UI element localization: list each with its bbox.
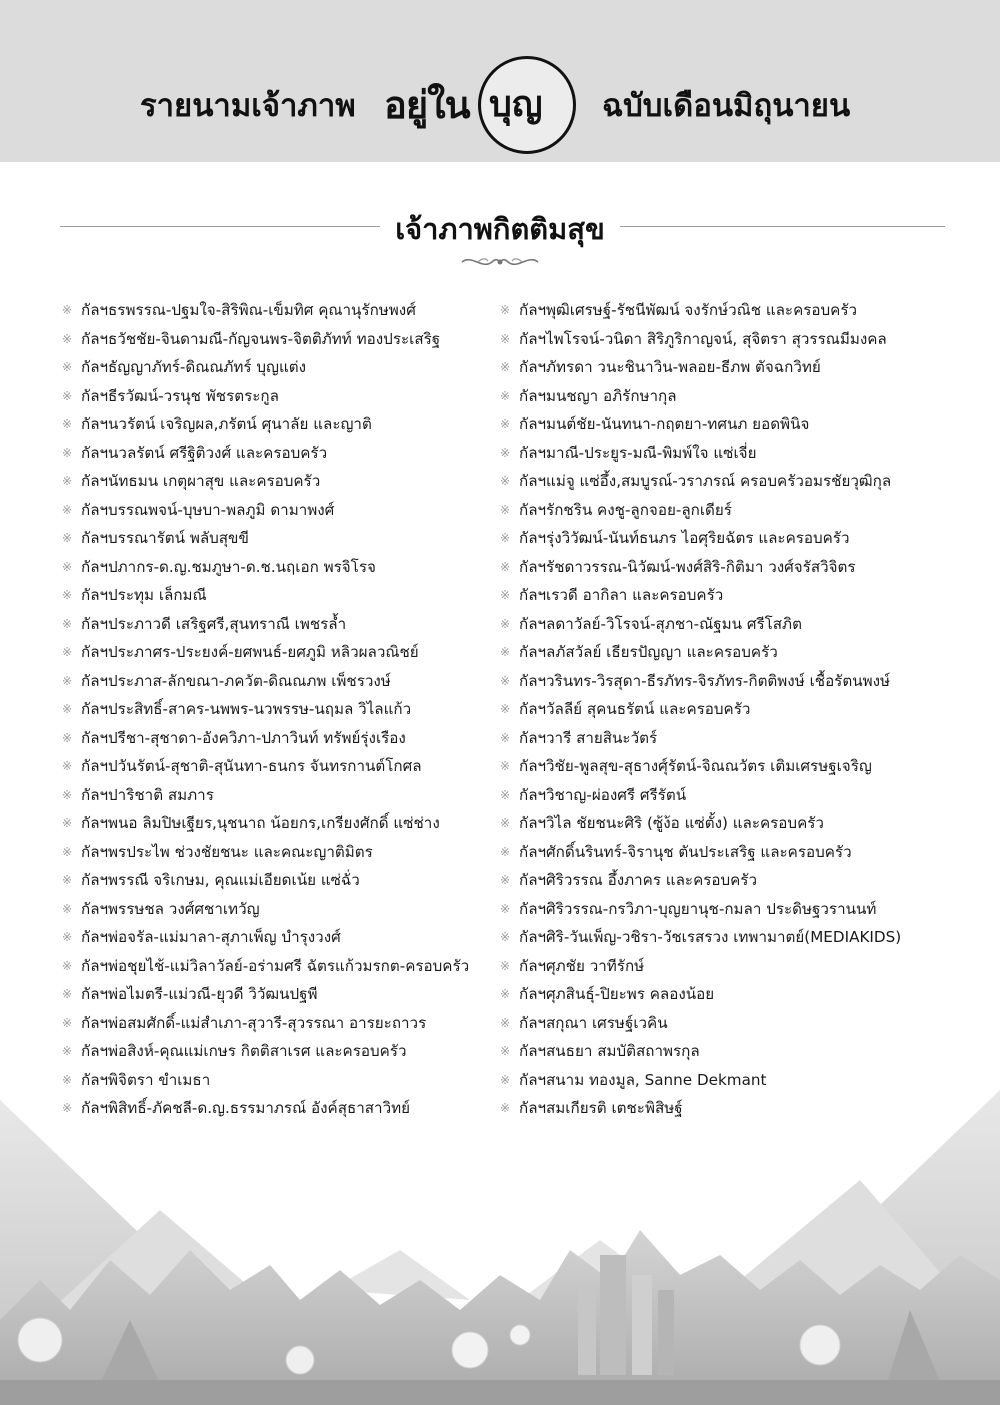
logo: [380, 42, 570, 162]
bullet-icon: ※: [62, 958, 73, 973]
bullet-icon: ※: [500, 645, 511, 659]
bullet-icon: ※: [62, 901, 73, 916]
bullet-icon: ※: [500, 673, 511, 688]
bullet-icon: ※: [500, 474, 511, 488]
donor-name: กัลฯปรีชา-สุชาดา-อังควิภา-ปภาวินท์ ทรัพย์รุ่งเรือง: [81, 728, 406, 747]
donor-name: กัลฯประภาส-ลักขณา-ภควัต-ดิณณภพ เพ็ชรวงษ์: [81, 671, 391, 690]
bullet-icon: ※: [62, 502, 73, 517]
donor-name: กัลฯศุภชัย วาทีรักษ์: [519, 956, 645, 975]
logo-text-2: บุญ: [489, 83, 543, 125]
donor-name: กัลฯนวรัตน์ เจริญผล,ภรัตน์ ศุนาลัย และญาติ: [81, 415, 372, 433]
donor-name: กัลฯเรวดี อากิลา และครอบครัว: [519, 586, 724, 604]
bullet-icon: ※: [500, 787, 511, 802]
bullet-icon: ※: [62, 730, 73, 745]
bullet-icon: ※: [500, 1072, 511, 1087]
donor-list-item: [62, 838, 492, 867]
donor-list-item: [62, 895, 492, 924]
donor-name: กัลฯลดาวัลย์-วิโรจน์-สุภชา-ณัฐมน ศรีโสภิต: [519, 614, 802, 633]
donor-list-item: [62, 781, 492, 810]
donor-name: กัลฯศิริวรรณ-กรวิภา-บุญยานุช-กมลา ประดิษฐวรานนท์: [519, 899, 877, 918]
donor-name: กัลฯศักดิ์นรินทร์-จิรานุช ตันประเสริฐ และครอบครัว: [519, 842, 852, 861]
donor-name: กัลฯสนาม ทองมูล, Sanne Dekmant: [519, 1070, 767, 1089]
donor-name: กัลฯวารี สายสินะวัตร์: [519, 728, 658, 747]
donor-list-item: [62, 695, 492, 724]
donor-name: กัลฯพ่อชุยไช้-แม่วิลาวัลย์-อร่ามศรี ฉัตรแก้วมรกต-ครอบครัว: [81, 956, 470, 975]
donor-name: กัลฯพิสิทธิ์-ภัคชลี-ด.ญ.ธรรมาภรณ์ อังค์สุธาสาวิทย์: [81, 1099, 411, 1117]
bullet-icon: ※: [62, 559, 73, 574]
bullet-icon: ※: [500, 588, 511, 602]
bullet-icon: ※: [500, 331, 511, 346]
donor-list-item: [500, 296, 940, 325]
donor-list-right: [500, 296, 940, 1123]
bullet-icon: ※: [500, 303, 511, 317]
bullet-icon: ※: [62, 873, 73, 887]
donor-list-item: [500, 467, 940, 496]
donor-list-item: [62, 638, 492, 667]
donor-list-item: [500, 895, 940, 924]
donor-name: กัลฯปวันรัตน์-สุชาติ-สุนันทา-ธนกร จันทรกานต์โกศล: [81, 757, 422, 775]
bullet-icon: ※: [500, 616, 511, 631]
bullet-icon: ※: [62, 787, 73, 802]
logo-text-1: อยู่ใน: [384, 82, 470, 127]
donor-name: กัลฯพุฒิเศรษฐ์-รัชนีพัฒน์ จงรักษ์วณิช และครอบครัว: [519, 301, 858, 319]
donor-list-item: [500, 638, 940, 667]
donor-list-item: [500, 581, 940, 610]
donor-list-item: [500, 752, 940, 781]
bullet-icon: ※: [62, 1072, 73, 1087]
donor-list-item: [500, 667, 940, 696]
donor-name: กัลฯธีรวัฒน์-วรนุช พัชรตระกูล: [81, 386, 279, 405]
bullet-icon: ※: [500, 816, 511, 830]
bullet-icon: ※: [500, 730, 511, 745]
section-title: เจ้าภาพกิตติมสุข: [395, 212, 605, 246]
donor-list-item: [500, 952, 940, 981]
donor-list-item: [62, 952, 492, 981]
donor-name: กัลฯพ่อจรัล-แม่มาลา-สุภาเพ็ญ บำรุงวงศ์: [81, 928, 341, 946]
donor-list-item: [62, 923, 492, 952]
bullet-icon: ※: [500, 559, 511, 574]
donor-name: กัลฯปาริชาติ สมภาร: [81, 785, 214, 804]
bullet-icon: ※: [500, 844, 511, 859]
bullet-icon: ※: [62, 673, 73, 688]
donor-name: กัลฯรัชดาวรรณ-นิวัฒน์-พงศ์สิริ-กิติมา วงศ์จรัสวิจิตร: [519, 557, 856, 576]
donor-list-item: [500, 553, 940, 582]
donor-list-item: [62, 1037, 492, 1066]
donor-name: กัลฯพ่อไมตรี-แม่วณี-ยุวดี วิวัฒนปฐพี: [81, 985, 318, 1003]
donor-list-item: [500, 809, 940, 838]
donor-list-item: [62, 496, 492, 525]
bullet-icon: ※: [62, 816, 73, 830]
bullet-icon: ※: [500, 417, 511, 431]
bullet-icon: ※: [500, 1101, 511, 1115]
donor-list-item: [500, 325, 940, 354]
bullet-icon: ※: [62, 844, 73, 859]
donor-list-item: [62, 752, 492, 781]
bullet-icon: ※: [500, 388, 511, 403]
donor-name: กัลฯศิริ-วันเพ็ญ-วชิรา-วัชเรสรวง เทพามาตย์(MEDIAKIDS): [519, 928, 902, 946]
bullet-icon: ※: [62, 1015, 73, 1030]
donor-name: กัลฯรักชริน คงชู-ลูกจอย-ลูกเดียร์: [519, 500, 732, 519]
bullet-icon: ※: [62, 1044, 73, 1058]
donor-list-item: [62, 353, 492, 382]
donor-name: กัลฯพรรษชล วงศ์ศชาเทวัญ: [81, 899, 260, 918]
bullet-icon: ※: [62, 331, 73, 346]
bullet-icon: ※: [500, 1044, 511, 1058]
donor-list-item: [500, 923, 940, 952]
header-right-title: ฉบับเดือนมิถุนายน: [602, 88, 851, 124]
donor-list-item: [62, 724, 492, 753]
donor-name: กัลฯบรรณพจน์-บุษบา-พลภูมิ ดามาพงศ์: [81, 500, 335, 519]
donor-name: กัลฯบรรณารัตน์ พลับสุขขี: [81, 529, 249, 547]
donor-name: กัลฯปภากร-ด.ญ.ชมภูษา-ด.ช.นฤเอก พรจิโรจ: [81, 557, 376, 576]
donor-name: กัลฯพ่อสมศักดิ์-แม่สำเภา-สุวารี-สุวรรณา อารยะถาวร: [81, 1013, 427, 1032]
donor-name: กัลฯมาณี-ประยูร-มณี-พิมพ์ใจ แซ่เจี่ย: [519, 443, 757, 462]
donor-name: กัลฯพรรณี จริเกษม, คุณแม่เอียดเน้ย แซ่ฉั่ว: [81, 871, 360, 889]
bullet-icon: ※: [500, 445, 511, 460]
donor-list-item: [62, 610, 492, 639]
bullet-icon: ※: [62, 388, 73, 403]
donor-name: กัลฯธัญญาภัทร์-ดิณณภัทร์ บุญแต่ง: [81, 358, 307, 376]
bullet-icon: ※: [62, 445, 73, 460]
donor-name: กัลฯพิจิตรา ขำเมธา: [81, 1070, 211, 1089]
donor-list-item: [62, 980, 492, 1009]
donor-list-item: [62, 524, 492, 553]
donor-list-item: [500, 980, 940, 1009]
donor-list-item: [62, 667, 492, 696]
donor-name: กัลฯพนอ ลิมปิษเฐียร,นุชนาถ น้อยกร,เกรียงศักดิ์ แซ่ช่าง: [81, 814, 440, 832]
header-left-title: รายนามเจ้าภาพ: [140, 88, 356, 124]
donor-name: กัลฯศุภสินธุ์-ปิยะพร คลองน้อย: [519, 985, 715, 1003]
bullet-icon: ※: [500, 502, 511, 517]
bullet-icon: ※: [62, 588, 73, 602]
bullet-icon: ※: [62, 987, 73, 1001]
donor-list-item: [500, 410, 940, 439]
bullet-icon: ※: [500, 759, 511, 773]
donor-name: กัลฯพ่อสิงห์-คุณแม่เกษร กิตติสาเรศ และครอบครัว: [81, 1042, 407, 1060]
bullet-icon: ※: [62, 759, 73, 773]
donor-name: กัลฯวิชัย-พูลสุข-สุธางศุ์รัตน์-จิณณวัตร เติมเศรษฐเจริญ: [519, 757, 872, 775]
donor-list-left: [62, 296, 492, 1123]
donor-list-item: [62, 581, 492, 610]
donor-name: กัลฯวิไล ชัยชนะศิริ (ซู้ง้อ แซ่ตั้ง) และครอบครัว: [519, 814, 824, 832]
donor-name: กัลฯลภัสวัลย์ เธียรปัญญา และครอบครัว: [519, 643, 778, 661]
logo-circle-icon: [478, 56, 576, 154]
donor-name: กัลฯธรพรรณ-ปฐมใจ-สิริพิณ-เข็มทิศ คุณานุรักษพงศ์: [81, 301, 416, 319]
donor-name: กัลฯรุ่งวิวัฒน์-นันท์ธนภร ไอศุริยฉัตร และครอบครัว: [519, 529, 850, 547]
donor-name: กัลฯประภาวดี เสริฐศรี,สุนทราณี เพชรล้ำ: [81, 614, 347, 633]
donor-name: กัลฯสนธยา สมบัติสถาพรกุล: [519, 1042, 700, 1060]
donor-list-item: [500, 1037, 940, 1066]
donor-name: กัลฯศิริวรรณ อึ้งภาคร และครอบครัว: [519, 871, 757, 889]
donor-name: กัลฯประสิทธิ์-สาคร-นพพร-นวพรรษ-นฤมล วิไลแก้ว: [81, 700, 412, 718]
bullet-icon: ※: [500, 930, 511, 944]
donor-list-item: [62, 553, 492, 582]
donor-name: กัลฯสกุณา เศรษฐ์เวคิน: [519, 1013, 668, 1032]
crystal-scenery-illustration: [0, 1090, 1000, 1405]
donor-name: กัลฯนวลรัตน์ ศรีฐิติวงศ์ และครอบครัว: [81, 443, 328, 462]
donor-name: กัลฯมนชญา อภิรักษากุล: [519, 386, 677, 405]
donor-list-item: [500, 496, 940, 525]
bullet-icon: ※: [500, 987, 511, 1001]
donor-name: กัลฯแม่จู แซ่อึ้ง,สมบูรณ์-วราภรณ์ ครอบครัวอมรชัยวุฒิกุล: [519, 472, 892, 490]
bullet-icon: ※: [500, 901, 511, 916]
donor-name: กัลฯไพโรจน์-วนิดา สิริภูริกาญจน์, สุจิตรา สุวรรณมีมงคล: [519, 329, 887, 348]
donor-name: กัลฯมนต์ชัย-นันทนา-กฤตยา-ทศนภ ยอดพินิจ: [519, 415, 810, 433]
bullet-icon: ※: [500, 702, 511, 716]
bullet-icon: ※: [500, 873, 511, 887]
bullet-icon: ※: [62, 930, 73, 944]
donor-list-item: [62, 382, 492, 411]
donor-list-item: [500, 439, 940, 468]
donor-list-item: [500, 781, 940, 810]
donor-list-item: [62, 325, 492, 354]
bullet-icon: ※: [62, 474, 73, 488]
donor-list-item: [62, 866, 492, 895]
donor-list-item: [62, 410, 492, 439]
bullet-icon: ※: [62, 360, 73, 374]
donor-list-item: [500, 866, 940, 895]
bullet-icon: ※: [62, 702, 73, 716]
donor-list-item: [500, 724, 940, 753]
bullet-icon: ※: [500, 958, 511, 973]
ornament-flourish-icon: [458, 252, 542, 272]
donor-name: กัลฯนัทธมน เกตุผาสุข และครอบครัว: [81, 472, 321, 490]
bullet-icon: ※: [62, 1101, 73, 1115]
donor-list-item: [500, 353, 940, 382]
bullet-icon: ※: [62, 645, 73, 659]
donor-list-item: [500, 610, 940, 639]
donor-list-item: [62, 296, 492, 325]
bullet-icon: ※: [62, 531, 73, 545]
donor-list-item: [500, 838, 940, 867]
donor-name: กัลฯวัลลีย์ สุคนธรัตน์ และครอบครัว: [519, 700, 751, 718]
donor-name: กัลฯประทุม เล็กมณี: [81, 586, 207, 604]
donor-name: กัลฯธวัชชัย-จินดามณี-กัญจนพร-จิตติภัทท์ ทองประเสริฐ: [81, 329, 441, 348]
bullet-icon: ※: [500, 531, 511, 545]
donor-list-item: [62, 1009, 492, 1038]
donor-list-item: [62, 809, 492, 838]
donor-list-item: [500, 1009, 940, 1038]
donor-name: กัลฯประภาศร-ประยงค์-ยศพนธ์-ยศภูมิ หลิวผลวณิชย์: [81, 643, 419, 661]
donor-list-item: [500, 524, 940, 553]
bullet-icon: ※: [500, 1015, 511, 1030]
bullet-icon: ※: [62, 303, 73, 317]
bullet-icon: ※: [62, 616, 73, 631]
bullet-icon: ※: [62, 417, 73, 431]
donor-list-item: [62, 439, 492, 468]
donor-name: กัลฯภัทรดา วนะชินาวิน-พลอย-ธีภพ ตัจฉกวิทย์: [519, 358, 821, 376]
donor-list-item: [62, 467, 492, 496]
donor-name: กัลฯพรประไพ ช่วงชัยชนะ และคณะญาติมิตร: [81, 842, 373, 861]
donor-name: กัลฯสมเกียรติ เตชะพิสิษฐ์: [519, 1099, 683, 1117]
donor-name: กัลฯวิชาญ-ผ่องศรี ศรีรัตน์: [519, 785, 687, 804]
donor-list-item: [500, 695, 940, 724]
bullet-icon: ※: [500, 360, 511, 374]
donor-name: กัลฯวรินทร-วิรสุดา-ธีรภัทร-จิรภัทร-กิตติพงษ์ เชื้อรัตนพงษ์: [519, 671, 891, 690]
donor-list-item: [500, 382, 940, 411]
